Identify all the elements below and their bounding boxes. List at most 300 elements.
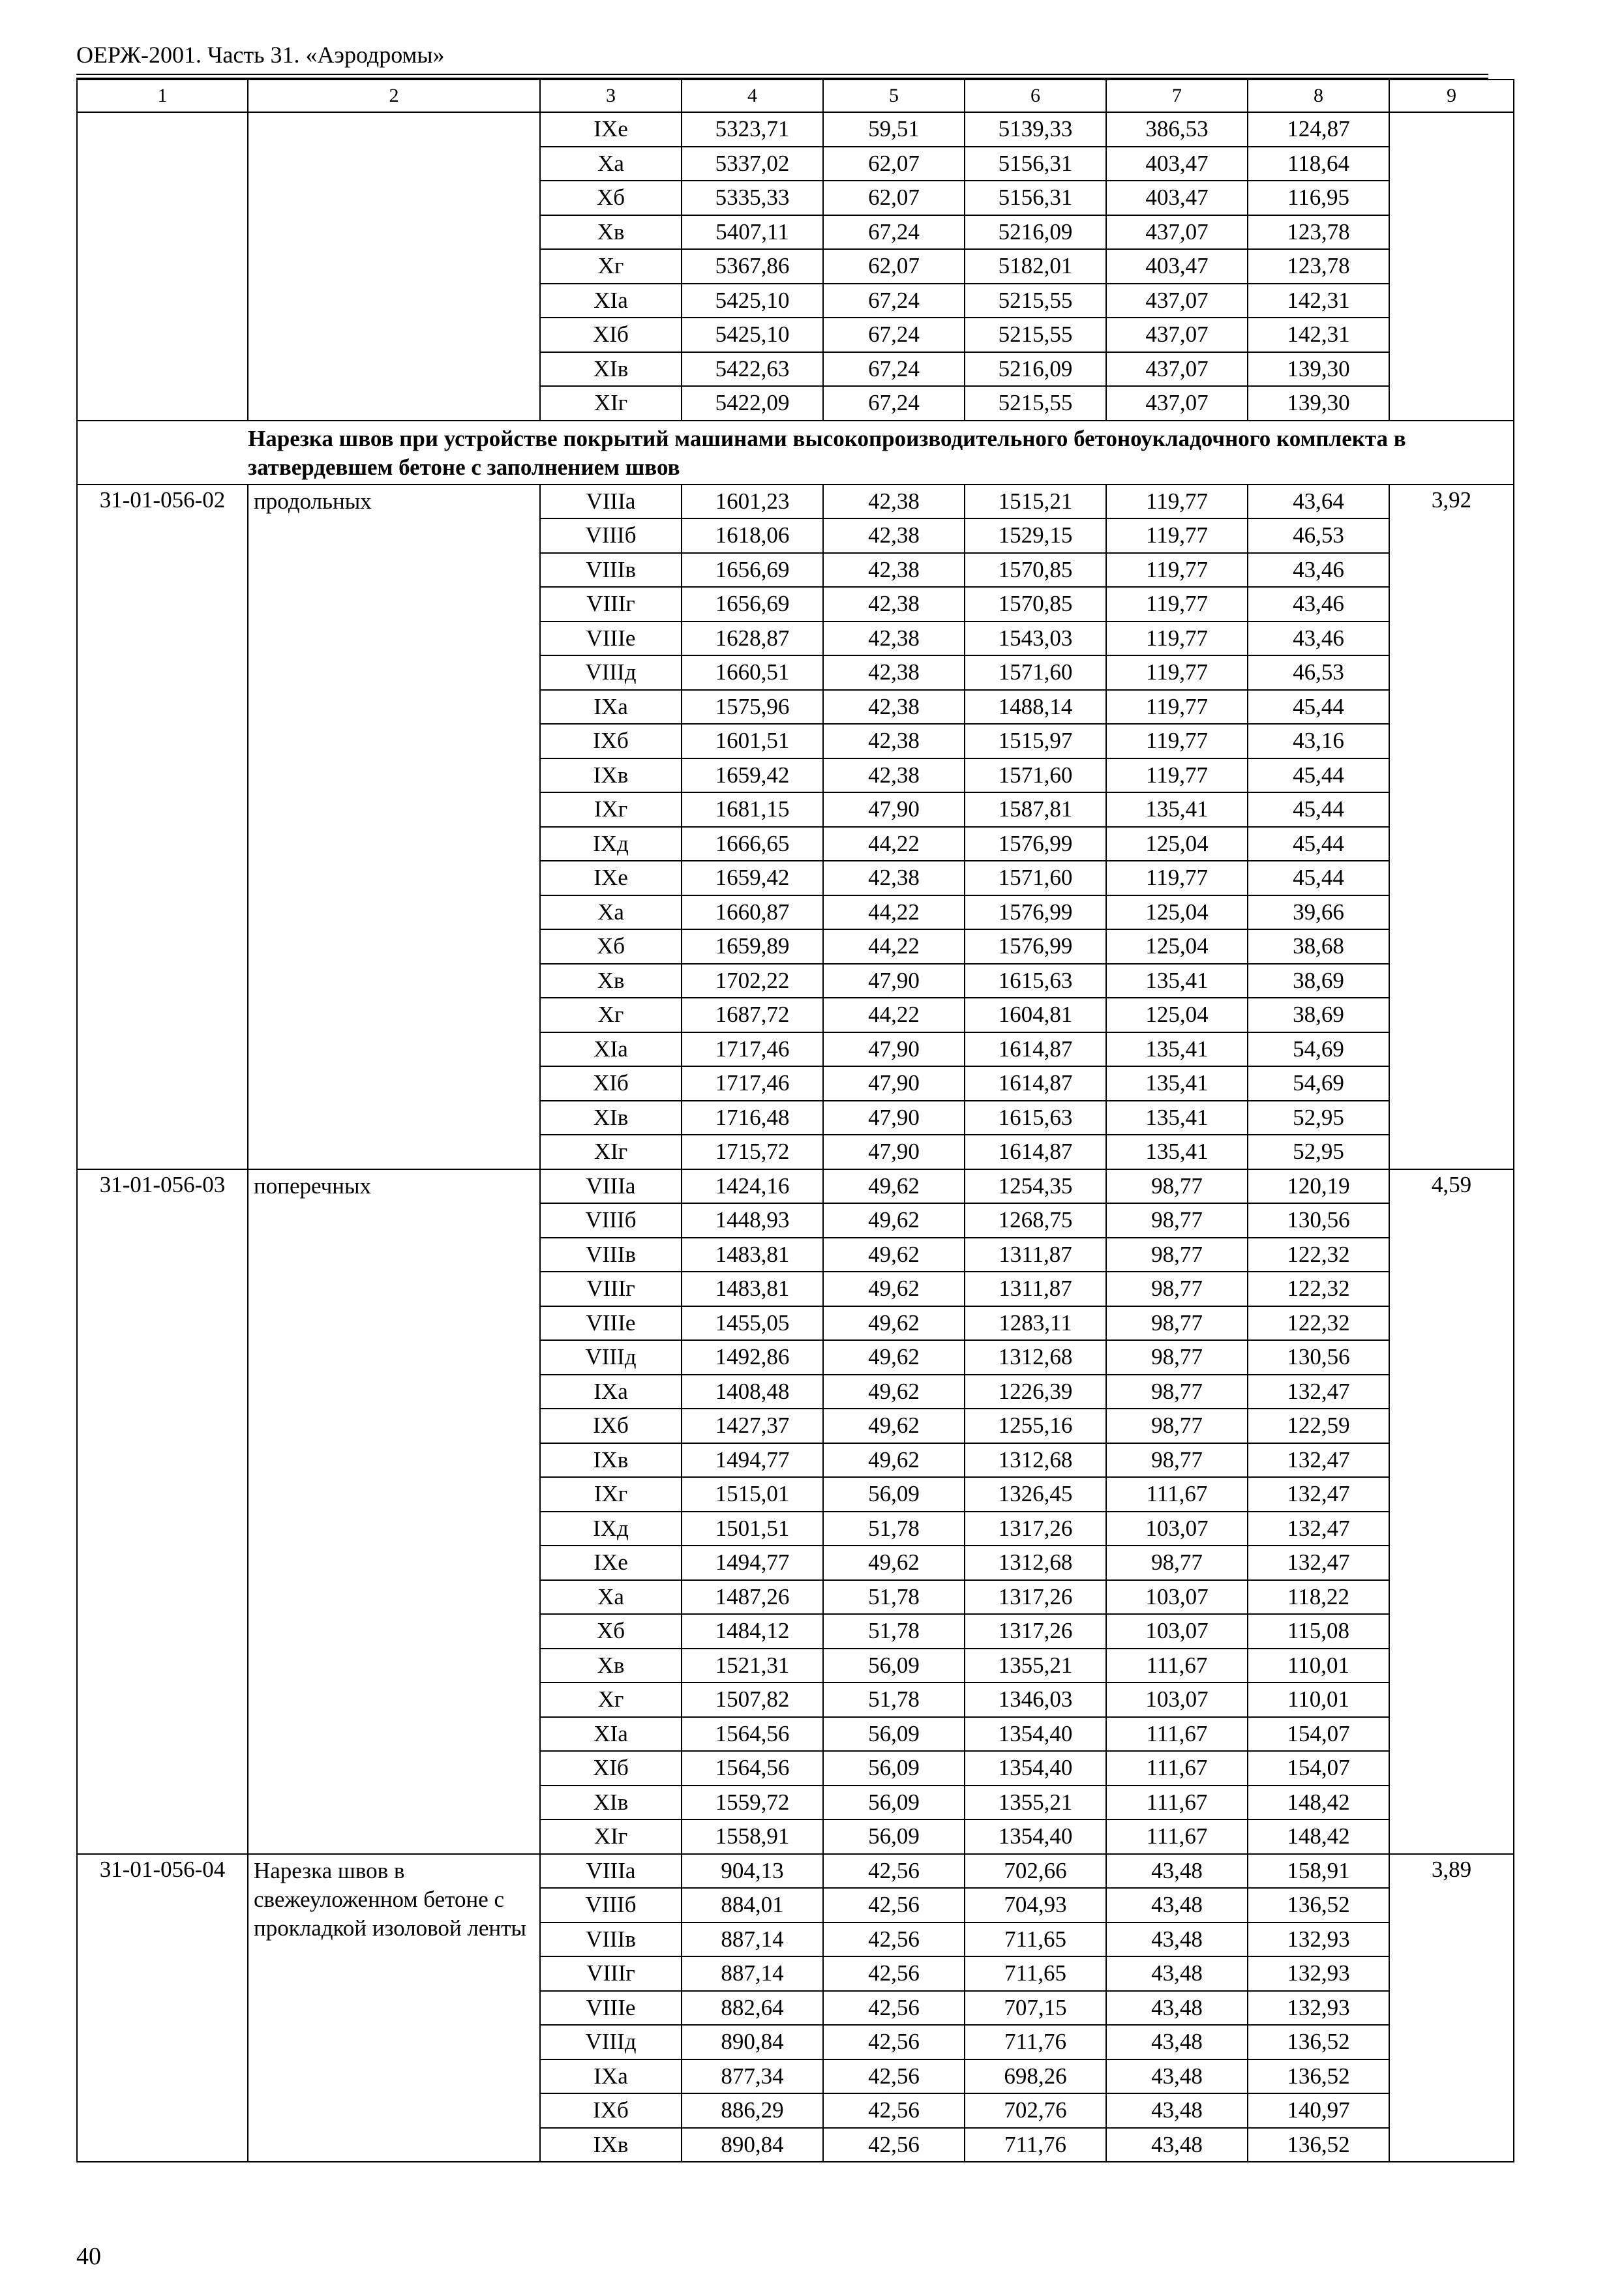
cell-labor-wages: 47,90 bbox=[823, 1135, 965, 1169]
cell-price-category: Xа bbox=[540, 895, 682, 930]
cell-direct-cost: 887,14 bbox=[682, 1922, 823, 1957]
cell-labor-wages: 51,78 bbox=[823, 1614, 965, 1649]
cell-labor-wages: 42,38 bbox=[823, 621, 965, 656]
cell-materials-cost: 132,47 bbox=[1248, 1375, 1389, 1409]
cell-price-category: XIг bbox=[540, 1819, 682, 1854]
cell-machinist-wages: 119,77 bbox=[1106, 518, 1248, 553]
cell-description: продольных bbox=[248, 485, 540, 1169]
cell-direct-cost: 1656,69 bbox=[682, 587, 823, 621]
cell-materials-cost: 118,64 bbox=[1248, 147, 1389, 181]
cell-machinist-wages: 43,48 bbox=[1106, 2059, 1248, 2094]
cell-direct-cost: 1494,77 bbox=[682, 1546, 823, 1580]
cell-direct-cost: 1659,89 bbox=[682, 929, 823, 964]
cell-price-category: VIIIв bbox=[540, 1922, 682, 1957]
cell-labor-wages: 56,09 bbox=[823, 1786, 965, 1820]
column-header: 2 bbox=[248, 80, 540, 112]
cell-direct-cost: 1666,65 bbox=[682, 827, 823, 861]
cell-machinist-wages: 135,41 bbox=[1106, 1135, 1248, 1169]
cell-machine-cost: 1543,03 bbox=[965, 621, 1106, 656]
cell-labor-wages: 49,62 bbox=[823, 1238, 965, 1272]
cell-materials-cost: 116,95 bbox=[1248, 181, 1389, 215]
cell-machine-cost: 1571,60 bbox=[965, 655, 1106, 690]
cell-materials-cost: 122,59 bbox=[1248, 1409, 1389, 1443]
cell-direct-cost: 1558,91 bbox=[682, 1819, 823, 1854]
cell-price-category: Xб bbox=[540, 1614, 682, 1649]
cell-direct-cost: 1494,77 bbox=[682, 1443, 823, 1478]
cell-machine-cost: 1283,11 bbox=[965, 1306, 1106, 1341]
cell-direct-cost: 1687,72 bbox=[682, 998, 823, 1032]
cell-machine-cost: 1317,26 bbox=[965, 1580, 1106, 1615]
cell-machinist-wages: 98,77 bbox=[1106, 1272, 1248, 1306]
cell-direct-cost: 1656,69 bbox=[682, 553, 823, 588]
cell-materials-cost: 122,32 bbox=[1248, 1238, 1389, 1272]
cell-direct-cost: 877,34 bbox=[682, 2059, 823, 2094]
cell-direct-cost: 1628,87 bbox=[682, 621, 823, 656]
cell-materials-cost: 132,93 bbox=[1248, 1922, 1389, 1957]
cell-labor-wages: 67,24 bbox=[823, 284, 965, 318]
cell-labor-wages: 42,38 bbox=[823, 690, 965, 725]
cell-labor-wages: 42,56 bbox=[823, 1922, 965, 1957]
cell-price-category: VIIIб bbox=[540, 518, 682, 553]
cell-machine-cost: 1355,21 bbox=[965, 1786, 1106, 1820]
cell-direct-cost: 5422,63 bbox=[682, 352, 823, 387]
column-header: 9 bbox=[1389, 80, 1514, 112]
cell-price-category: VIIIа bbox=[540, 485, 682, 519]
cell-materials-cost: 136,52 bbox=[1248, 2059, 1389, 2094]
cell-price-category: IXв bbox=[540, 758, 682, 793]
cell-direct-cost: 890,84 bbox=[682, 2025, 823, 2059]
cell-direct-cost: 1484,12 bbox=[682, 1614, 823, 1649]
cell-code bbox=[77, 112, 248, 421]
cell-machinist-wages: 119,77 bbox=[1106, 724, 1248, 758]
cell-labor-wages: 49,62 bbox=[823, 1169, 965, 1204]
cell-machinist-wages: 119,77 bbox=[1106, 587, 1248, 621]
cell-price-category: XIб bbox=[540, 1751, 682, 1786]
cell-price-category: IXе bbox=[540, 112, 682, 147]
cell-machine-cost: 1312,68 bbox=[965, 1340, 1106, 1375]
cell-materials-cost: 123,78 bbox=[1248, 215, 1389, 250]
cell-col9: 3,92 bbox=[1389, 485, 1514, 1169]
cell-machine-cost: 5215,55 bbox=[965, 318, 1106, 352]
cell-direct-cost: 1455,05 bbox=[682, 1306, 823, 1341]
cell-labor-wages: 49,62 bbox=[823, 1306, 965, 1341]
cell-materials-cost: 45,44 bbox=[1248, 827, 1389, 861]
cell-labor-wages: 44,22 bbox=[823, 998, 965, 1032]
cell-materials-cost: 142,31 bbox=[1248, 284, 1389, 318]
cell-materials-cost: 136,52 bbox=[1248, 2025, 1389, 2059]
cell-labor-wages: 47,90 bbox=[823, 964, 965, 998]
cell-machinist-wages: 111,67 bbox=[1106, 1819, 1248, 1854]
cell-labor-wages: 56,09 bbox=[823, 1477, 965, 1512]
cell-machine-cost: 1604,81 bbox=[965, 998, 1106, 1032]
cell-machine-cost: 1354,40 bbox=[965, 1751, 1106, 1786]
cell-price-category: VIIIв bbox=[540, 1238, 682, 1272]
cell-materials-cost: 136,52 bbox=[1248, 1888, 1389, 1922]
cell-labor-wages: 67,24 bbox=[823, 352, 965, 387]
cell-materials-cost: 130,56 bbox=[1248, 1340, 1389, 1375]
cell-direct-cost: 5367,86 bbox=[682, 249, 823, 284]
cell-price-category: XIа bbox=[540, 1032, 682, 1067]
cell-direct-cost: 1492,86 bbox=[682, 1340, 823, 1375]
cell-machine-cost: 5215,55 bbox=[965, 284, 1106, 318]
cell-labor-wages: 42,38 bbox=[823, 518, 965, 553]
cell-direct-cost: 1521,31 bbox=[682, 1649, 823, 1683]
cell-machinist-wages: 437,07 bbox=[1106, 284, 1248, 318]
cell-labor-wages: 42,56 bbox=[823, 2059, 965, 2094]
cell-labor-wages: 42,38 bbox=[823, 485, 965, 519]
cell-materials-cost: 45,44 bbox=[1248, 758, 1389, 793]
cell-direct-cost: 904,13 bbox=[682, 1854, 823, 1889]
cell-labor-wages: 44,22 bbox=[823, 929, 965, 964]
cell-price-category: VIIIд bbox=[540, 2025, 682, 2059]
cell-price-category: IXв bbox=[540, 2128, 682, 2162]
cell-price-category: VIIIг bbox=[540, 1272, 682, 1306]
cell-materials-cost: 45,44 bbox=[1248, 690, 1389, 725]
cell-price-category: XIг bbox=[540, 386, 682, 421]
cell-direct-cost: 1659,42 bbox=[682, 758, 823, 793]
cell-direct-cost: 1681,15 bbox=[682, 792, 823, 827]
cell-labor-wages: 42,38 bbox=[823, 758, 965, 793]
cell-materials-cost: 140,97 bbox=[1248, 2093, 1389, 2128]
cell-materials-cost: 148,42 bbox=[1248, 1819, 1389, 1854]
cell-materials-cost: 43,16 bbox=[1248, 724, 1389, 758]
cell-machinist-wages: 103,07 bbox=[1106, 1614, 1248, 1649]
cell-price-category: IXв bbox=[540, 1443, 682, 1478]
cell-materials-cost: 45,44 bbox=[1248, 792, 1389, 827]
cell-price-category: IXг bbox=[540, 792, 682, 827]
cell-price-category: IXб bbox=[540, 724, 682, 758]
cell-machine-cost: 1614,87 bbox=[965, 1135, 1106, 1169]
cell-machinist-wages: 119,77 bbox=[1106, 553, 1248, 588]
cell-materials-cost: 132,47 bbox=[1248, 1546, 1389, 1580]
cell-materials-cost: 118,22 bbox=[1248, 1580, 1389, 1615]
cell-machine-cost: 1571,60 bbox=[965, 861, 1106, 895]
cell-machinist-wages: 98,77 bbox=[1106, 1238, 1248, 1272]
cell-labor-wages: 42,56 bbox=[823, 1991, 965, 2026]
cell-direct-cost: 1424,16 bbox=[682, 1169, 823, 1204]
cell-machinist-wages: 135,41 bbox=[1106, 1066, 1248, 1101]
cell-machine-cost: 1255,16 bbox=[965, 1409, 1106, 1443]
cell-price-category: Xб bbox=[540, 181, 682, 215]
cell-labor-wages: 49,62 bbox=[823, 1409, 965, 1443]
cell-machinist-wages: 111,67 bbox=[1106, 1717, 1248, 1752]
cell-description: Нарезка швов в свежеуложенном бетоне с прокладкой изоловой ленты bbox=[248, 1854, 540, 2162]
cell-machine-cost: 1515,97 bbox=[965, 724, 1106, 758]
section-spacer bbox=[77, 421, 248, 485]
cell-machine-cost: 5139,33 bbox=[965, 112, 1106, 147]
cell-labor-wages: 67,24 bbox=[823, 318, 965, 352]
cell-machine-cost: 1488,14 bbox=[965, 690, 1106, 725]
cell-machinist-wages: 119,77 bbox=[1106, 621, 1248, 656]
cell-labor-wages: 51,78 bbox=[823, 1580, 965, 1615]
cell-materials-cost: 43,46 bbox=[1248, 553, 1389, 588]
cell-materials-cost: 54,69 bbox=[1248, 1032, 1389, 1067]
cell-machinist-wages: 43,48 bbox=[1106, 2128, 1248, 2162]
cell-materials-cost: 132,93 bbox=[1248, 1991, 1389, 2026]
cell-price-category: IXд bbox=[540, 827, 682, 861]
cell-machine-cost: 1571,60 bbox=[965, 758, 1106, 793]
cell-labor-wages: 42,38 bbox=[823, 861, 965, 895]
cell-direct-cost: 1601,23 bbox=[682, 485, 823, 519]
cell-materials-cost: 52,95 bbox=[1248, 1135, 1389, 1169]
cell-price-category: Xб bbox=[540, 929, 682, 964]
cell-direct-cost: 1659,42 bbox=[682, 861, 823, 895]
cell-machinist-wages: 43,48 bbox=[1106, 1888, 1248, 1922]
cell-machine-cost: 1615,63 bbox=[965, 964, 1106, 998]
cell-machine-cost: 1317,26 bbox=[965, 1614, 1106, 1649]
cell-price-category: IXб bbox=[540, 2093, 682, 2128]
cell-machinist-wages: 119,77 bbox=[1106, 655, 1248, 690]
cell-price-category: IXе bbox=[540, 861, 682, 895]
cell-price-category: IXб bbox=[540, 1409, 682, 1443]
cell-price-category: VIIIд bbox=[540, 655, 682, 690]
cell-machinist-wages: 119,77 bbox=[1106, 485, 1248, 519]
cell-machine-cost: 711,76 bbox=[965, 2025, 1106, 2059]
cell-labor-wages: 47,90 bbox=[823, 1101, 965, 1135]
column-header: 8 bbox=[1248, 80, 1389, 112]
table-row bbox=[77, 485, 1514, 519]
cell-direct-cost: 884,01 bbox=[682, 1888, 823, 1922]
cell-labor-wages: 47,90 bbox=[823, 1066, 965, 1101]
cell-machinist-wages: 111,67 bbox=[1106, 1786, 1248, 1820]
cell-direct-cost: 5425,10 bbox=[682, 284, 823, 318]
cell-machinist-wages: 437,07 bbox=[1106, 318, 1248, 352]
cell-direct-cost: 5425,10 bbox=[682, 318, 823, 352]
cell-materials-cost: 154,07 bbox=[1248, 1751, 1389, 1786]
cell-materials-cost: 46,53 bbox=[1248, 518, 1389, 553]
cell-labor-wages: 42,56 bbox=[823, 2025, 965, 2059]
cell-materials-cost: 132,47 bbox=[1248, 1477, 1389, 1512]
cell-machine-cost: 1311,87 bbox=[965, 1238, 1106, 1272]
cell-price-category: Xг bbox=[540, 998, 682, 1032]
cell-direct-cost: 1702,22 bbox=[682, 964, 823, 998]
cell-machine-cost: 1226,39 bbox=[965, 1375, 1106, 1409]
cell-machine-cost: 1576,99 bbox=[965, 929, 1106, 964]
cell-materials-cost: 52,95 bbox=[1248, 1101, 1389, 1135]
cell-price-category: Xа bbox=[540, 147, 682, 181]
cell-labor-wages: 56,09 bbox=[823, 1717, 965, 1752]
cell-direct-cost: 1483,81 bbox=[682, 1238, 823, 1272]
cell-direct-cost: 1448,93 bbox=[682, 1203, 823, 1238]
cell-machinist-wages: 98,77 bbox=[1106, 1169, 1248, 1204]
cell-machine-cost: 1614,87 bbox=[965, 1032, 1106, 1067]
cell-description: поперечных bbox=[248, 1169, 540, 1854]
cell-machinist-wages: 437,07 bbox=[1106, 215, 1248, 250]
cell-machine-cost: 1254,35 bbox=[965, 1169, 1106, 1204]
cell-labor-wages: 56,09 bbox=[823, 1649, 965, 1683]
cell-direct-cost: 1575,96 bbox=[682, 690, 823, 725]
cell-direct-cost: 5335,33 bbox=[682, 181, 823, 215]
cell-machinist-wages: 43,48 bbox=[1106, 1922, 1248, 1957]
cell-direct-cost: 882,64 bbox=[682, 1991, 823, 2026]
cell-labor-wages: 62,07 bbox=[823, 249, 965, 284]
cell-labor-wages: 49,62 bbox=[823, 1546, 965, 1580]
column-header: 5 bbox=[823, 80, 965, 112]
cell-machinist-wages: 111,67 bbox=[1106, 1751, 1248, 1786]
cell-direct-cost: 1487,26 bbox=[682, 1580, 823, 1615]
cell-machinist-wages: 125,04 bbox=[1106, 998, 1248, 1032]
cell-price-category: VIIIе bbox=[540, 1991, 682, 2026]
cell-machinist-wages: 43,48 bbox=[1106, 1854, 1248, 1889]
cell-direct-cost: 1660,51 bbox=[682, 655, 823, 690]
cell-machine-cost: 1317,26 bbox=[965, 1512, 1106, 1546]
cell-price-category: XIв bbox=[540, 1101, 682, 1135]
cell-machinist-wages: 103,07 bbox=[1106, 1512, 1248, 1546]
cell-machine-cost: 1326,45 bbox=[965, 1477, 1106, 1512]
cell-labor-wages: 62,07 bbox=[823, 181, 965, 215]
cell-machinist-wages: 43,48 bbox=[1106, 2025, 1248, 2059]
cell-price-category: IXе bbox=[540, 1546, 682, 1580]
cell-direct-cost: 1717,46 bbox=[682, 1066, 823, 1101]
cell-direct-cost: 1501,51 bbox=[682, 1512, 823, 1546]
cell-machinist-wages: 119,77 bbox=[1106, 690, 1248, 725]
cell-labor-wages: 42,38 bbox=[823, 587, 965, 621]
cell-price-category: IXа bbox=[540, 2059, 682, 2094]
column-header-row bbox=[77, 80, 1514, 112]
cell-direct-cost: 1408,48 bbox=[682, 1375, 823, 1409]
cell-machine-cost: 1355,21 bbox=[965, 1649, 1106, 1683]
cell-labor-wages: 42,56 bbox=[823, 2128, 965, 2162]
cell-labor-wages: 42,38 bbox=[823, 724, 965, 758]
cell-machine-cost: 1354,40 bbox=[965, 1717, 1106, 1752]
cell-price-category: XIа bbox=[540, 1717, 682, 1752]
cell-direct-cost: 1515,01 bbox=[682, 1477, 823, 1512]
cell-machinist-wages: 125,04 bbox=[1106, 929, 1248, 964]
cell-materials-cost: 110,01 bbox=[1248, 1683, 1389, 1717]
rates-table bbox=[76, 79, 1514, 2162]
cell-price-category: VIIIг bbox=[540, 1956, 682, 1991]
cell-labor-wages: 42,56 bbox=[823, 1854, 965, 1889]
cell-machine-cost: 5156,31 bbox=[965, 147, 1106, 181]
cell-machinist-wages: 98,77 bbox=[1106, 1203, 1248, 1238]
cell-machinist-wages: 125,04 bbox=[1106, 895, 1248, 930]
cell-machinist-wages: 135,41 bbox=[1106, 1101, 1248, 1135]
cell-price-category: XIв bbox=[540, 352, 682, 387]
cell-direct-cost: 1716,48 bbox=[682, 1101, 823, 1135]
cell-materials-cost: 154,07 bbox=[1248, 1717, 1389, 1752]
cell-machinist-wages: 135,41 bbox=[1106, 964, 1248, 998]
cell-labor-wages: 42,38 bbox=[823, 553, 965, 588]
cell-machinist-wages: 135,41 bbox=[1106, 1032, 1248, 1067]
cell-machine-cost: 1614,87 bbox=[965, 1066, 1106, 1101]
cell-labor-wages: 42,56 bbox=[823, 1956, 965, 1991]
table-row bbox=[77, 1169, 1514, 1204]
cell-machine-cost: 1576,99 bbox=[965, 895, 1106, 930]
cell-direct-cost: 1559,72 bbox=[682, 1786, 823, 1820]
cell-price-category: VIIIа bbox=[540, 1169, 682, 1204]
cell-labor-wages: 56,09 bbox=[823, 1751, 965, 1786]
cell-machine-cost: 707,15 bbox=[965, 1991, 1106, 2026]
cell-price-category: Xг bbox=[540, 249, 682, 284]
cell-price-category: Xг bbox=[540, 1683, 682, 1717]
cell-machinist-wages: 437,07 bbox=[1106, 352, 1248, 387]
cell-labor-wages: 49,62 bbox=[823, 1203, 965, 1238]
cell-materials-cost: 122,32 bbox=[1248, 1306, 1389, 1341]
cell-price-category: Xв bbox=[540, 1649, 682, 1683]
cell-machine-cost: 5216,09 bbox=[965, 215, 1106, 250]
cell-machinist-wages: 437,07 bbox=[1106, 386, 1248, 421]
cell-price-category: XIв bbox=[540, 1786, 682, 1820]
cell-direct-cost: 5337,02 bbox=[682, 147, 823, 181]
cell-labor-wages: 51,78 bbox=[823, 1683, 965, 1717]
cell-direct-cost: 1715,72 bbox=[682, 1135, 823, 1169]
cell-machine-cost: 5215,55 bbox=[965, 386, 1106, 421]
cell-labor-wages: 49,62 bbox=[823, 1340, 965, 1375]
cell-machinist-wages: 119,77 bbox=[1106, 861, 1248, 895]
cell-machine-cost: 1268,75 bbox=[965, 1203, 1106, 1238]
cell-price-category: IXа bbox=[540, 690, 682, 725]
cell-machinist-wages: 98,77 bbox=[1106, 1409, 1248, 1443]
cell-machinist-wages: 125,04 bbox=[1106, 827, 1248, 861]
cell-machine-cost: 711,65 bbox=[965, 1922, 1106, 1957]
cell-machine-cost: 1529,15 bbox=[965, 518, 1106, 553]
cell-machinist-wages: 98,77 bbox=[1106, 1443, 1248, 1478]
cell-materials-cost: 142,31 bbox=[1248, 318, 1389, 352]
cell-price-category: IXд bbox=[540, 1512, 682, 1546]
cell-machine-cost: 698,26 bbox=[965, 2059, 1106, 2094]
cell-machine-cost: 1587,81 bbox=[965, 792, 1106, 827]
cell-machinist-wages: 403,47 bbox=[1106, 249, 1248, 284]
cell-direct-cost: 5323,71 bbox=[682, 112, 823, 147]
cell-materials-cost: 148,42 bbox=[1248, 1786, 1389, 1820]
cell-machine-cost: 1570,85 bbox=[965, 587, 1106, 621]
cell-price-category: Xв bbox=[540, 215, 682, 250]
cell-machine-cost: 1576,99 bbox=[965, 827, 1106, 861]
cell-col9: 4,59 bbox=[1389, 1169, 1514, 1854]
cell-labor-wages: 67,24 bbox=[823, 386, 965, 421]
cell-machinist-wages: 43,48 bbox=[1106, 1991, 1248, 2026]
cell-labor-wages: 56,09 bbox=[823, 1819, 965, 1854]
cell-direct-cost: 1618,06 bbox=[682, 518, 823, 553]
cell-col9: 3,89 bbox=[1389, 1854, 1514, 2162]
cell-machine-cost: 1346,03 bbox=[965, 1683, 1106, 1717]
cell-machinist-wages: 386,53 bbox=[1106, 112, 1248, 147]
cell-price-category: IXг bbox=[540, 1477, 682, 1512]
cell-materials-cost: 46,53 bbox=[1248, 655, 1389, 690]
cell-machinist-wages: 135,41 bbox=[1106, 792, 1248, 827]
cell-machine-cost: 704,93 bbox=[965, 1888, 1106, 1922]
cell-description bbox=[248, 112, 540, 421]
cell-machinist-wages: 403,47 bbox=[1106, 181, 1248, 215]
cell-machinist-wages: 98,77 bbox=[1106, 1306, 1248, 1341]
cell-machine-cost: 5216,09 bbox=[965, 352, 1106, 387]
cell-direct-cost: 5422,09 bbox=[682, 386, 823, 421]
cell-labor-wages: 47,90 bbox=[823, 792, 965, 827]
cell-machinist-wages: 403,47 bbox=[1106, 147, 1248, 181]
cell-labor-wages: 44,22 bbox=[823, 827, 965, 861]
cell-price-category: XIб bbox=[540, 1066, 682, 1101]
page-header: ОЕРЖ-2001. Часть 31. «Аэродромы» bbox=[76, 42, 445, 68]
cell-col9 bbox=[1389, 112, 1514, 421]
cell-machine-cost: 702,76 bbox=[965, 2093, 1106, 2128]
cell-machinist-wages: 98,77 bbox=[1106, 1375, 1248, 1409]
column-header: 3 bbox=[540, 80, 682, 112]
cell-price-category: VIIIб bbox=[540, 1203, 682, 1238]
cell-machinist-wages: 98,77 bbox=[1106, 1340, 1248, 1375]
cell-price-category: VIIIа bbox=[540, 1854, 682, 1889]
cell-labor-wages: 62,07 bbox=[823, 147, 965, 181]
cell-direct-cost: 1483,81 bbox=[682, 1272, 823, 1306]
cell-labor-wages: 49,62 bbox=[823, 1375, 965, 1409]
cell-materials-cost: 39,66 bbox=[1248, 895, 1389, 930]
cell-labor-wages: 67,24 bbox=[823, 215, 965, 250]
header-rule bbox=[76, 74, 1488, 75]
cell-price-category: VIIIд bbox=[540, 1340, 682, 1375]
cell-labor-wages: 42,38 bbox=[823, 655, 965, 690]
cell-machine-cost: 711,65 bbox=[965, 1956, 1106, 1991]
cell-materials-cost: 132,93 bbox=[1248, 1956, 1389, 1991]
cell-price-category: XIг bbox=[540, 1135, 682, 1169]
